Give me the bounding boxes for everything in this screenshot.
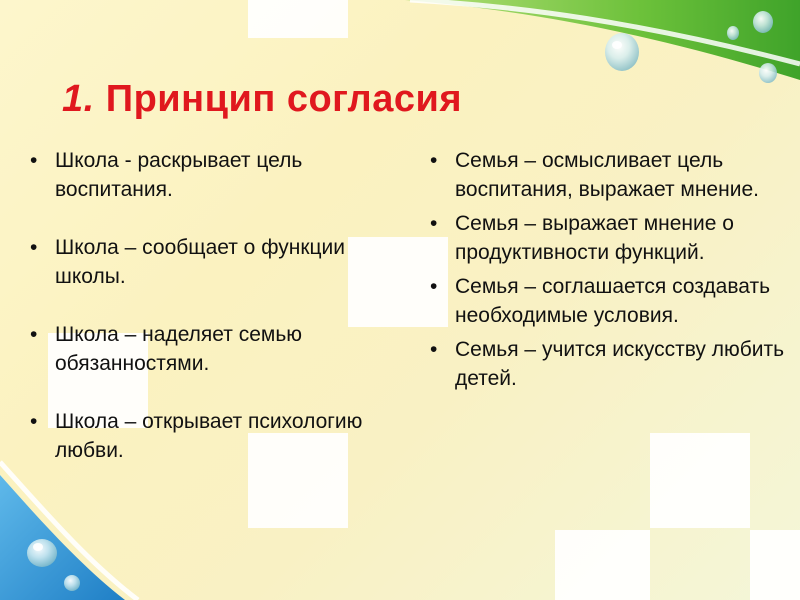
bullet-icon: • <box>430 149 438 172</box>
list-item-text: Семья – осмысливает цель воспитания, выражает мнение. <box>455 149 759 201</box>
bullet-icon: • <box>30 149 38 172</box>
water-drop-icon <box>753 11 773 33</box>
water-drop-icon <box>64 575 80 591</box>
list-item-text: Школа – сообщает о функции школы. <box>55 236 346 288</box>
list-item-text: Семья – выражает мнение о продуктивности функций. <box>455 212 734 264</box>
green-swoosh <box>405 0 800 80</box>
list-item-text: Семья – учится искусству любить детей. <box>455 338 785 390</box>
list-item <box>427 272 799 330</box>
water-drop-icon <box>612 41 622 49</box>
list-item-text: Школа – открывает психологию любви. <box>55 410 363 462</box>
title-text: Принцип согласия <box>105 78 462 120</box>
family-list <box>427 146 799 398</box>
title-number: 1. <box>62 78 95 120</box>
school-list <box>27 146 399 494</box>
slide-title <box>62 78 462 121</box>
water-drop-icon <box>27 539 57 567</box>
bullet-icon: • <box>430 275 438 298</box>
list-item <box>427 335 799 393</box>
list-item-text: Школа - раскрывает цель воспитания. <box>55 149 303 201</box>
bullet-icon: • <box>30 323 38 346</box>
list-item-text: Школа – наделяет семью обязанностями. <box>55 323 303 375</box>
list-item <box>27 146 399 204</box>
water-drop-icon <box>759 63 777 83</box>
water-drop-icon <box>605 33 639 71</box>
list-item <box>27 320 399 378</box>
bullet-icon: • <box>30 410 38 433</box>
list-item <box>427 146 799 204</box>
water-drop-icon <box>727 26 739 40</box>
bullet-icon: • <box>430 338 438 361</box>
bullet-icon: • <box>430 212 438 235</box>
list-item <box>27 233 399 291</box>
list-item <box>427 209 799 267</box>
water-drop-icon <box>33 543 43 551</box>
list-item <box>27 407 399 465</box>
bullet-icon: • <box>30 236 38 259</box>
list-item-text: Семья – соглашается создавать необходимые условия. <box>455 275 771 327</box>
